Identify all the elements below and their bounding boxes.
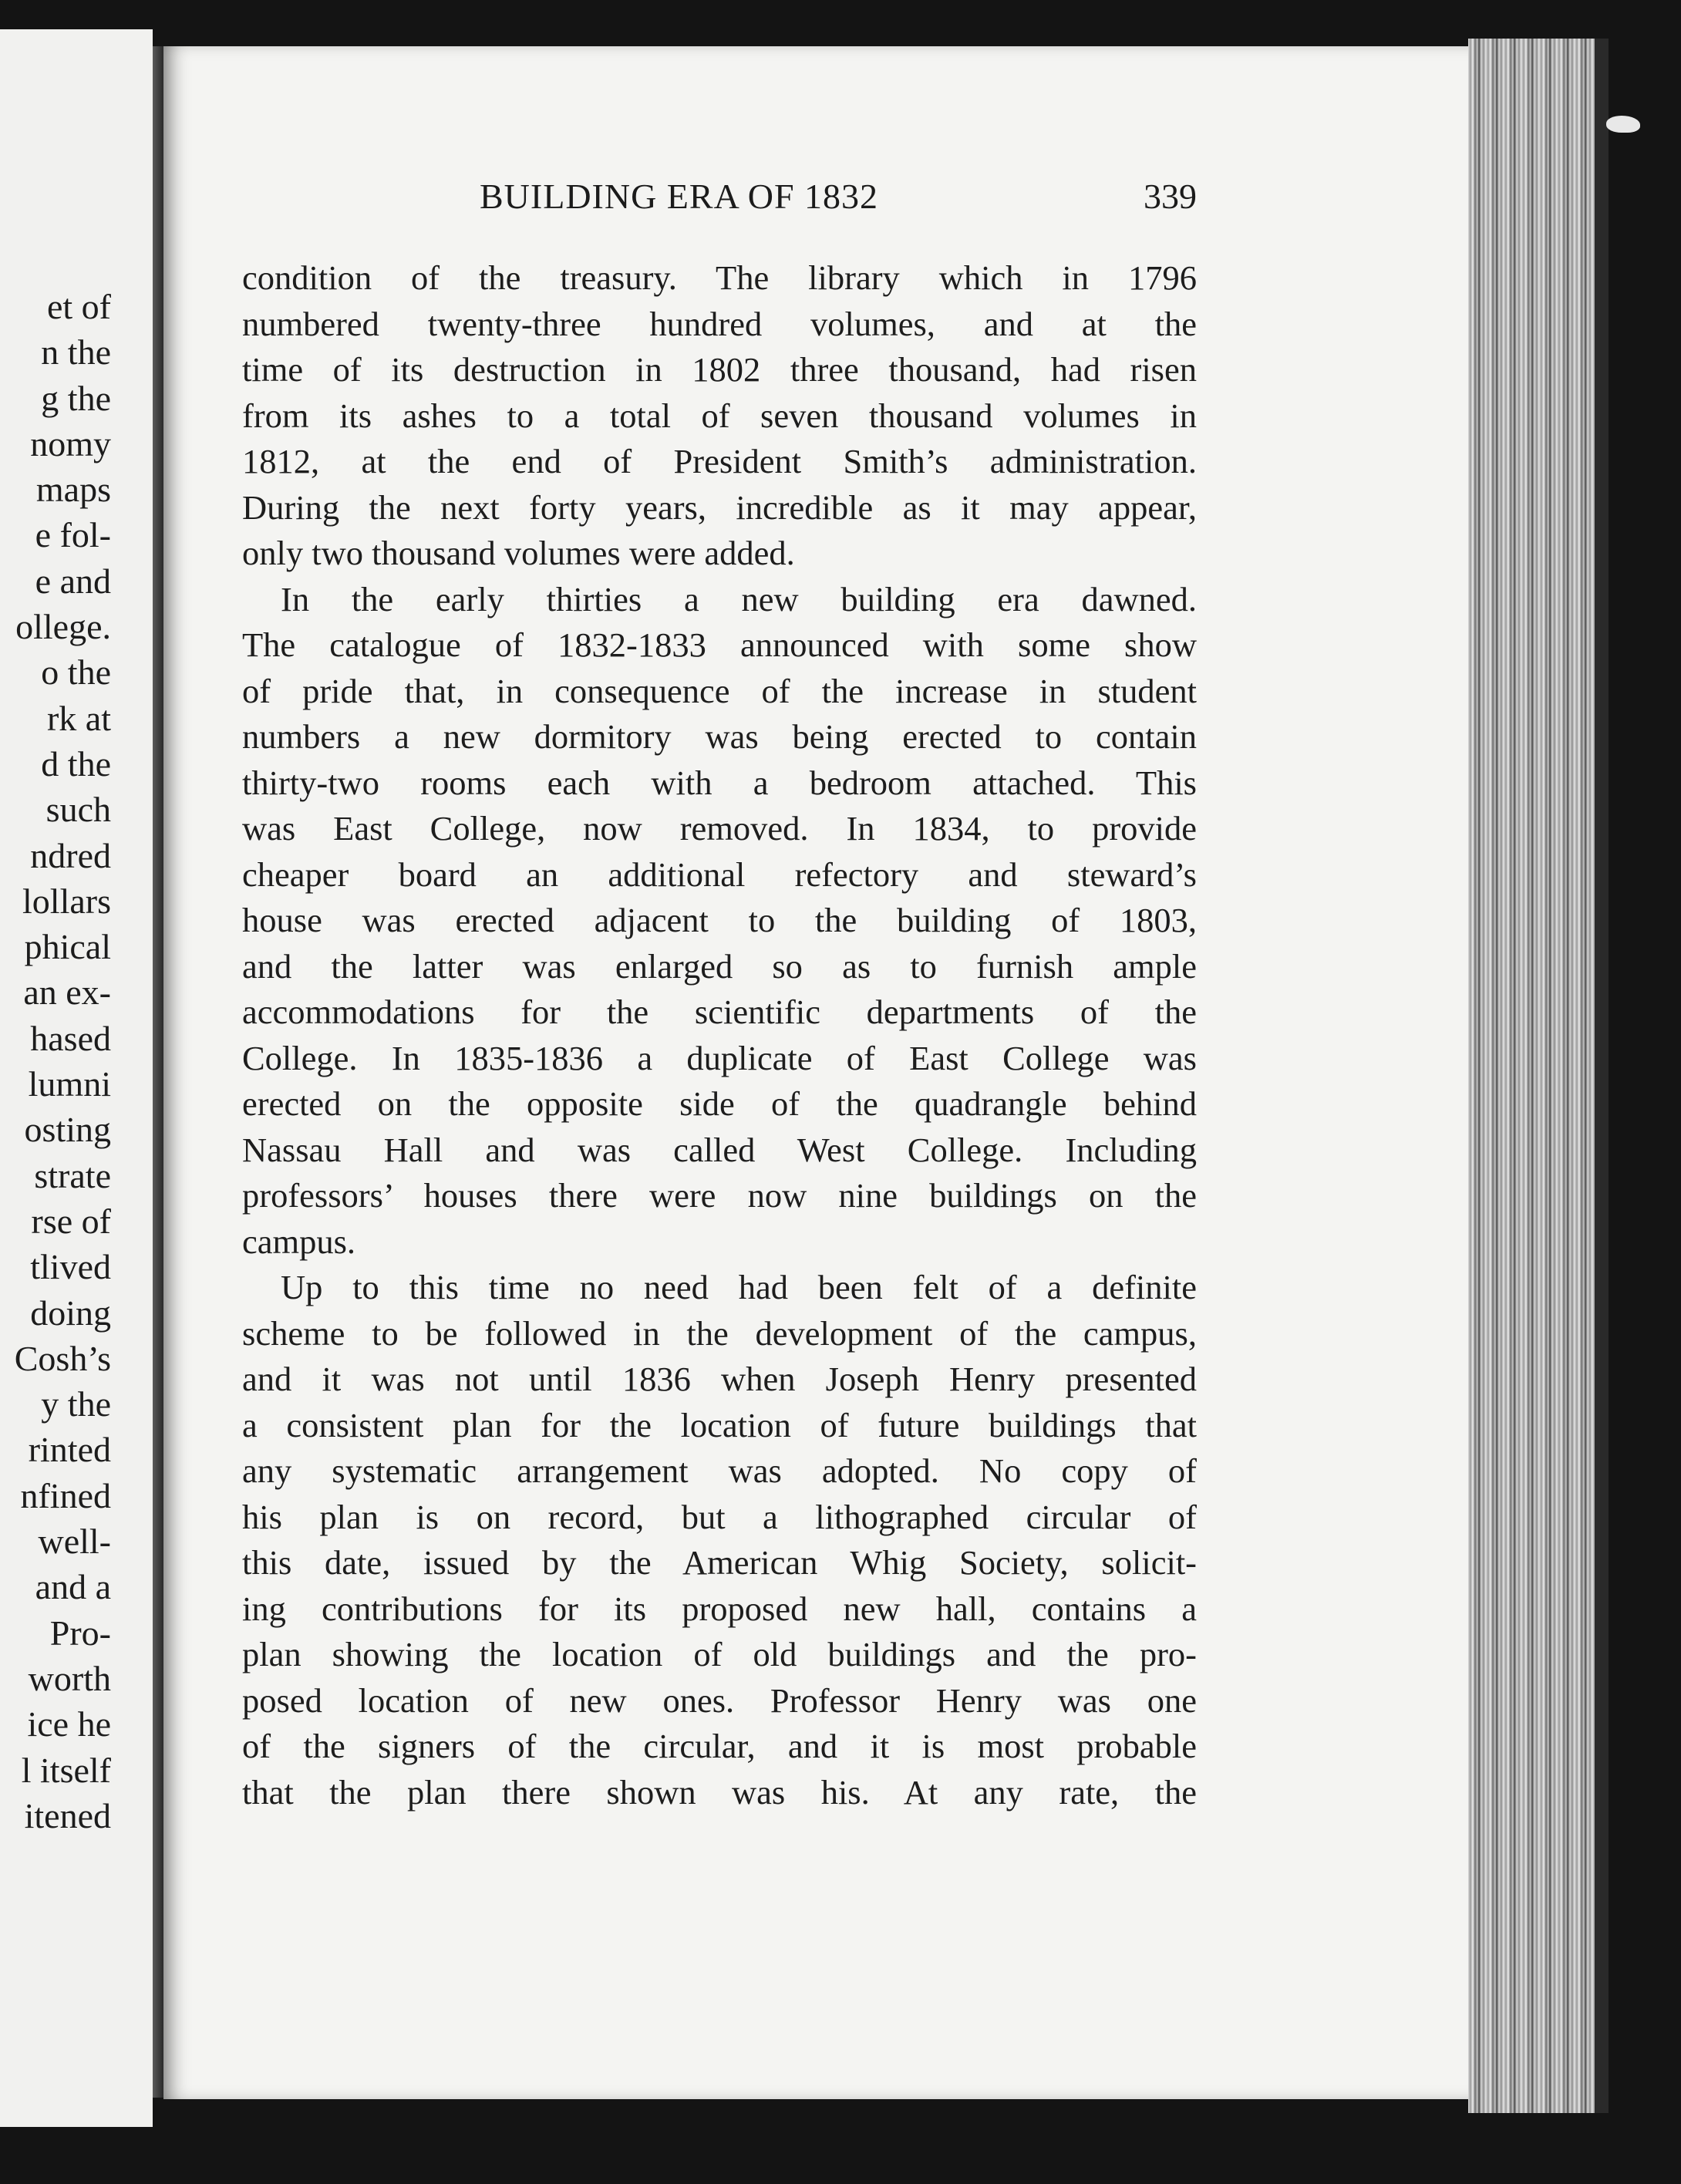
left-line: lollars (22, 881, 111, 921)
text-line: posed location of new ones. Professor Henry was one (242, 1680, 1197, 1720)
left-line: Pro- (49, 1613, 111, 1653)
book-gutter (153, 46, 163, 2098)
page-edge (1468, 39, 1596, 2113)
text-line: his plan is on record, but a lithographed circular of (242, 1497, 1197, 1536)
text-line: 1812, at the end of President Smith’s administration. (242, 442, 1197, 480)
left-line: ndred (30, 835, 111, 875)
left-line: l itself (21, 1750, 111, 1790)
left-line: maps (35, 470, 111, 510)
paper-scrap (1606, 116, 1640, 133)
left-line: hased (30, 1018, 111, 1058)
text-line: of the signers of the circular, and it is most probable (242, 1727, 1197, 1765)
text-line: from its ashes to a total of seven thousand volumes in (242, 396, 1197, 435)
text-line: During the next forty years, incredible as it may appear, (242, 487, 1197, 527)
left-line: e fol- (35, 515, 111, 555)
left-line: and a (35, 1567, 111, 1607)
left-line: doing (30, 1293, 111, 1333)
running-title: BUILDING ERA OF 1832 (480, 177, 879, 216)
text-line: time of its destruction in 1802 three thousand, had risen (242, 350, 1197, 389)
text-line: plan showing the location of old buildings and the pro- (242, 1635, 1197, 1673)
text-line: only two thousand volumes were added. (242, 534, 795, 572)
left-line: ollege. (15, 607, 111, 647)
text-line: In the early thirties a new building era dawned. (281, 579, 1197, 618)
page-number: 339 (1144, 177, 1197, 216)
text-line: numbers a new dormitory was being erected to contain (242, 717, 1197, 756)
left-line: nomy (30, 423, 111, 463)
left-line: d the (41, 743, 111, 784)
text-line: cheaper board an additional refectory and steward’s (242, 854, 1197, 894)
left-line: g the (41, 378, 111, 418)
left-line: an ex- (23, 972, 111, 1013)
left-line: lumni (28, 1064, 111, 1104)
text-line: this date, issued by the American Whig Society, solicit- (242, 1543, 1197, 1582)
text-line: scheme to be followed in the development of the campus, (242, 1313, 1197, 1353)
left-line: et of (46, 287, 111, 326)
left-line: rse of (31, 1201, 111, 1241)
body-text (242, 255, 1197, 1815)
text-line: campus. (242, 1222, 356, 1261)
left-line: ice he (27, 1704, 111, 1744)
text-line: erected on the opposite side of the quadrangle behind (242, 1084, 1197, 1123)
text-line: and the latter was enlarged so as to furnish ample (242, 946, 1197, 986)
left-line: well- (38, 1522, 111, 1562)
text-line: Nassau Hall and was called West College. Including (242, 1130, 1197, 1169)
left-line: n the (41, 332, 111, 372)
text-line: accommodations for the scientific departments of the (242, 993, 1197, 1031)
left-line: such (45, 790, 111, 830)
text-line: The catalogue of 1832-1833 announced with some show (242, 625, 1197, 664)
text-line: and it was not until 1836 when Joseph Henry presented (242, 1360, 1197, 1398)
text-line: was East College, now removed. In 1834, to provide (242, 809, 1197, 848)
text-line: house was erected adjacent to the building of 1803, (242, 901, 1197, 939)
page-edge-shadow (1595, 39, 1609, 2113)
left-line: Cosh’s (14, 1338, 111, 1378)
left-line: phical (24, 927, 111, 967)
text-line: condition of the treasury. The library which in 1796 (242, 258, 1197, 297)
text-line: ing contributions for its proposed new hall, contains a (242, 1589, 1197, 1628)
left-page-text (15, 284, 111, 1839)
left-line: y the (41, 1384, 111, 1424)
text-line: Up to this time no need had been felt of a definite (281, 1268, 1197, 1306)
text-line: professors’ houses there were now nine buildings on the (242, 1176, 1197, 1215)
text-line: numbered twenty-three hundred volumes, and at the (242, 304, 1197, 343)
left-line: worth (28, 1658, 111, 1698)
left-line: rinted (28, 1430, 111, 1470)
left-line: itened (24, 1795, 111, 1835)
text-line: thirty-two rooms each with a bedroom attached. This (242, 763, 1197, 802)
text-line: College. In 1835-1836 a duplicate of East College was (242, 1038, 1197, 1077)
left-line: osting (24, 1110, 111, 1150)
text-line: of pride that, in consequence of the increase in student (242, 671, 1197, 710)
left-line: e and (35, 561, 111, 601)
text-line: a consistent plan for the location of future buildings that (242, 1405, 1197, 1444)
left-line: o the (41, 652, 111, 693)
left-line: strate (34, 1155, 111, 1195)
left-page (0, 29, 153, 2127)
left-line: nfined (20, 1475, 111, 1515)
page-header (241, 176, 1197, 222)
left-line: rk at (46, 698, 111, 738)
text-line: that the plan there shown was his. At any rate, the (242, 1772, 1197, 1812)
text-line: any systematic arrangement was adopted. No copy of (242, 1451, 1197, 1490)
left-line: tlived (30, 1247, 111, 1287)
